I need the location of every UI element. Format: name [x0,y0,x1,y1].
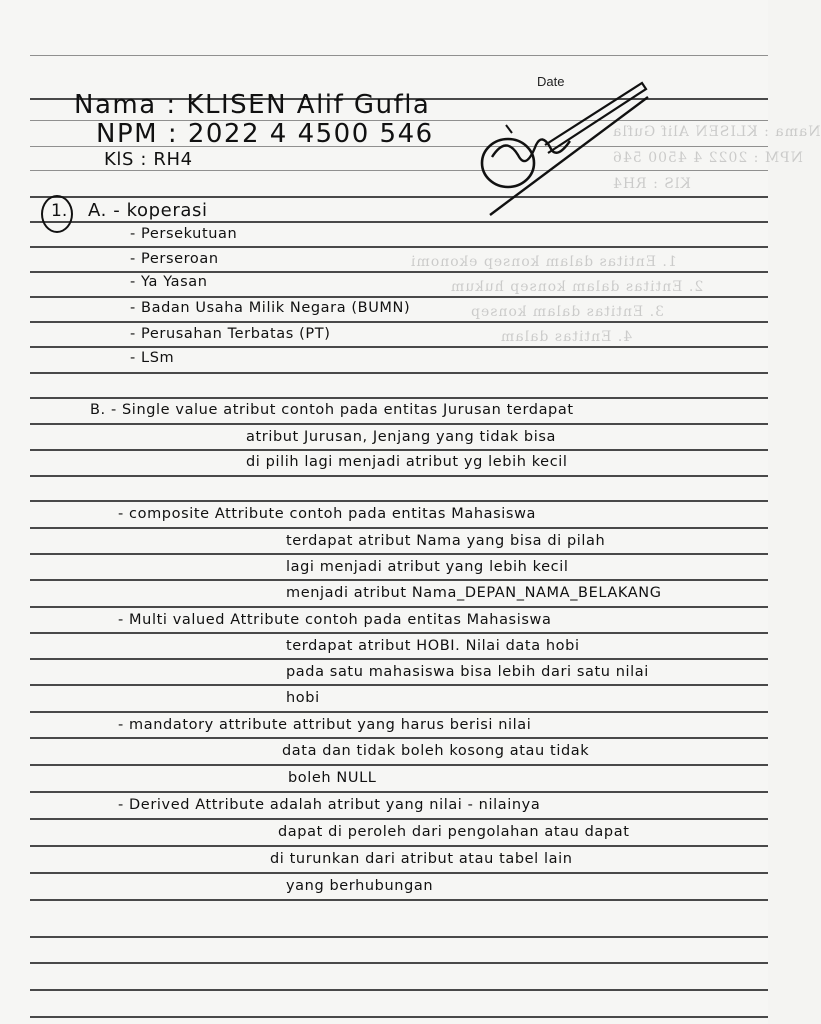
bleed-through-text: KlS : RH4 [612,176,691,192]
part-b-line: B. - Single value atribut contoh pada entitas Jurusan terdapat [90,402,574,418]
ruled-line [30,296,768,298]
part-b-line: atribut Jurusan, Jenjang yang tidak bisa [246,429,556,445]
ruled-line [30,872,768,874]
ruled-line [30,764,768,766]
part-b-line: - mandatory attribute attribut yang harus berisi nilai [118,717,532,733]
ruled-line [30,658,768,660]
part-b-line: - Multi valued Attribute contoh pada entitas Mahasiswa [118,612,552,628]
bleed-through-text: Nama : KLISEN Alif Gufla [612,124,821,140]
ruled-line [30,221,768,223]
part-b-line: boleh NULL [288,770,377,786]
ruled-line [30,372,768,374]
signature-image [470,75,660,220]
part-b-line: dapat di peroleh dari pengolahan atau dapat [278,824,630,840]
ruled-line [30,962,768,964]
part-a-heading: A. - koperasi [88,200,208,221]
part-b-line: di pilih lagi menjadi atribut yg lebih kecil [246,454,568,470]
ruled-line [30,271,768,273]
part-b-line: - composite Attribute contoh pada entitas Mahasiswa [118,506,537,522]
ruled-line [30,936,768,938]
part-a-item: - Badan Usaha Milik Negara (BUMN) [130,300,411,316]
part-b-line: pada satu mahasiswa bisa lebih dari satu nilai [286,664,649,680]
part-a-item: - Ya Yasan [130,274,208,290]
ruled-line [30,845,768,847]
ruled-line [30,246,768,248]
ruled-line [30,397,768,399]
bleed-through-text: 1. Entitas dalam konsep ekonomi [410,254,677,270]
ruled-line [30,500,768,502]
part-b-line: lagi menjadi atribut yang lebih kecil [286,559,569,575]
bleed-through-text: 2. Entitas dalam konsep hukum [450,279,704,295]
nama-line: Nama : KLISEN Alif Gufla [74,90,431,120]
question-number: 1. [51,201,68,221]
part-a-item: - Perseroan [130,251,219,267]
part-b-line: terdapat atribut Nama yang bisa di pilah [286,533,606,549]
part-a-item: - LSm [130,350,175,366]
ruled-line [30,55,768,56]
part-b-line: hobi [286,690,320,706]
part-b-line: di turunkan dari atribut atau tabel lain [270,851,573,867]
ruled-line [30,632,768,634]
ruled-line [30,579,768,581]
ruled-line [30,989,768,991]
bleed-through-text: 4. Entitas dalam [500,329,633,345]
part-b-line: terdapat atribut HOBI. Nilai data hobi [286,638,580,654]
ruled-line [30,818,768,820]
part-b-line: - Derived Attribute adalah atribut yang nilai - nilainya [118,797,541,813]
ruled-line [30,791,768,793]
date-label: Date [537,74,565,89]
ruled-line [30,321,768,323]
bleed-through-text: NPM : 2022 4 4500 546 [612,150,803,166]
ruled-line [30,711,768,713]
ruled-line [30,527,768,529]
ruled-line [30,449,768,451]
part-b-line: yang berhubungan [286,878,434,894]
ruled-line [30,346,768,348]
ruled-line [30,1016,768,1018]
part-b-line: menjadi atribut Nama_DEPAN_NAMA_BELAKANG [286,585,662,601]
bleed-through-text: 3. Entitas dalam konsep [470,304,664,320]
ruled-line [30,899,768,901]
npm-line: NPM : 2022 4 4500 546 [96,119,434,149]
kls-line: KlS : RH4 [104,149,193,170]
part-a-item: - Perusahan Terbatas (PT) [130,326,331,342]
ruled-line [30,684,768,686]
ruled-line [30,737,768,739]
ruled-line [30,423,768,425]
part-b-line: data dan tidak boleh kosong atau tidak [282,743,590,759]
question-number-circle [41,195,73,233]
part-a-item: - Persekutuan [130,226,238,242]
ruled-line [30,553,768,555]
ruled-line [30,475,768,477]
ruled-line [30,606,768,608]
